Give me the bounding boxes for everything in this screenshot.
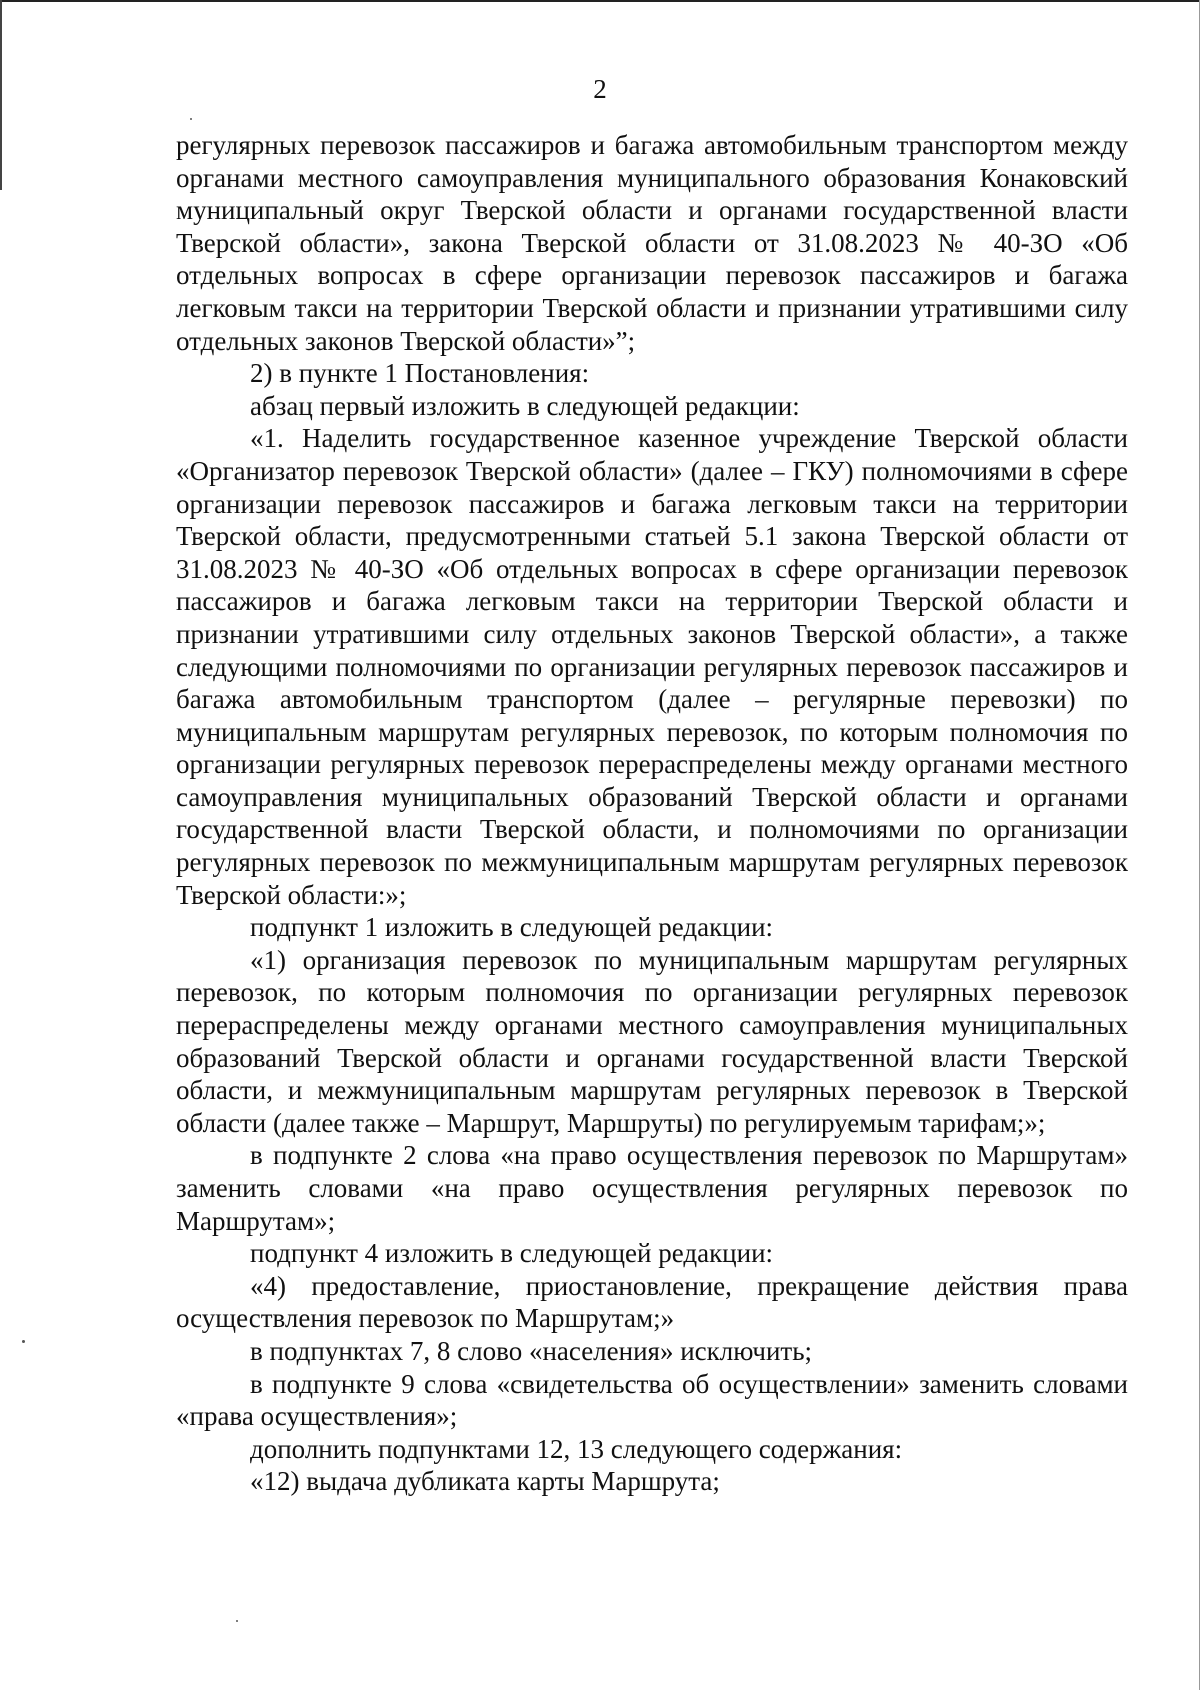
paragraph-subitem-2: в подпункте 2 слова «на право осуществления перевозок по Маршрутам» заменить словами «на право осуществления регулярных перевозок по Маршрутам»; — [176, 1140, 1128, 1236]
paragraph-abzac-first: абзац первый изложить в следующей редакции: — [250, 390, 800, 421]
scan-edge-top — [0, 0, 1200, 2]
paragraph-quoted-subitem-4: «4) предоставление, приостановление, прекращение действия права осуществления перевозок по Маршрутам;» — [176, 1270, 1128, 1334]
paragraph-quoted-subitem-1: «1) организация перевозок по муниципальным маршрутам регулярных перевозок, по которым полномочия по организации регулярных перевозок перераспределены между органами местного самоуправления муниципальных образований Тверской области и органами государственной власти Тверской области, и межмуниципальным маршрутам регулярных перевозок в Тверской области (далее также – Маршрут, Маршруты) по регулируемым тарифам;»; — [176, 944, 1128, 1138]
paragraph-subitem-4-intro: подпункт 4 изложить в следующей редакции: — [250, 1238, 774, 1269]
paragraph-quoted-subitem-12: «12) выдача дубликата карты Маршрута; — [250, 1466, 720, 1497]
paragraph-subitem-1-intro: подпункт 1 изложить в следующей редакции: — [250, 912, 774, 943]
paragraph-add-subitems: дополнить подпунктами 12, 13 следующего содержания: — [250, 1433, 903, 1464]
document-body — [176, 129, 1128, 1498]
scan-speck — [22, 1340, 25, 1343]
page-number: 2 — [593, 74, 607, 104]
paragraph-subitem-9: в подпункте 9 слова «свидетельства об осуществлении» заменить словами «права осуществления»; — [176, 1368, 1128, 1432]
scan-speck — [236, 1620, 238, 1622]
scan-speck — [190, 118, 192, 120]
paragraph-continuation: регулярных перевозок пассажиров и багажа автомобильным транспортом между органами местного самоуправления муниципального образования Конаковский муниципальный округ Тверской области и органами государственной власти Тверской области», закона Тверской области от 31.08.2023 № 40-ЗО «Об отдельных вопросах в сфере организации перевозок пассажиров и багажа легковым такси на территории Тверской области и признании утратившими силу отдельных законов Тверской области»”; — [176, 130, 1128, 356]
paragraph-subitems-7-8: в подпунктах 7, 8 слово «населения» исключить; — [250, 1335, 813, 1366]
paragraph-item-2: 2) в пункте 1 Постановления: — [250, 358, 590, 389]
paragraph-quoted-item-1: «1. Наделить государственное казенное учреждение Тверской области «Организатор перевозок Тверской области» (далее – ГКУ) полномочиями в сфере организации перевозок пассажиров и багажа легковым такси на территории Тверской области, предусмотренными статьей 5.1 закона Тверской области от 31.08.2023 № 40-ЗО «Об отдельных вопросах в сфере организации перевозок пассажиров и багажа легковым такси на территории Тверской области и признании утратившими силу отдельных законов Тверской области», а также следующими полномочиями по организации регулярных перевозок пассажиров и багажа автомобильным транспортом (далее – регулярные перевозки) по муниципальным маршрутам регулярных перевозок, по которым полномочия по организации регулярных перевозок перераспределены между органами местного самоуправления муниципальных образований Тверской области и органами государственной власти Тверской области, и полномочиями по организации регулярных перевозок по межмуниципальным маршрутам регулярных перевозок Тверской области:»; — [176, 423, 1128, 910]
